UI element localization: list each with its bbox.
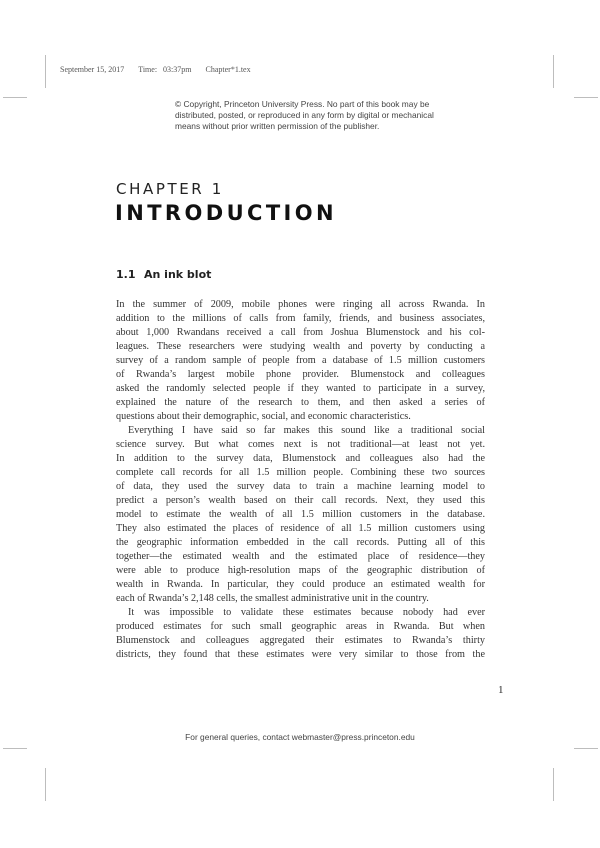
crop-mark: [45, 55, 46, 88]
text-line: survey of a random sample of people from a database of 1.5 million customers: [116, 355, 485, 366]
page-number: 1: [498, 684, 504, 696]
text-line: questions about their demographic, social, and economic characteristics.: [116, 411, 411, 422]
header-file: Chapter*1.tex: [205, 65, 251, 74]
footer-text: For general queries, contact webmaster@press.princeton.edu: [185, 732, 415, 742]
header-date: September 15, 2017: [60, 65, 125, 74]
text-line: leagues. These researchers were studying wealth and poverty by conducting a: [116, 341, 485, 352]
chapter-title: INTRODUCTION: [115, 201, 337, 225]
text-line: Everything I have said so far makes this sound like a traditional social: [128, 425, 485, 436]
text-line: In addition to the survey data, Blumenstock and colleagues also had the: [116, 453, 485, 464]
crop-mark: [553, 768, 554, 801]
section-heading: [116, 268, 211, 281]
section-number: 1.1: [116, 268, 136, 281]
text-line: together—the estimated wealth and the estimated place of residence—they: [116, 551, 485, 562]
crop-mark: [45, 768, 46, 801]
text-line: the geographic information embedded in the call records. Putting all of this: [116, 537, 485, 548]
body-text: [116, 298, 485, 662]
paragraph: [116, 424, 485, 606]
text-line: It was impossible to validate these estimates because nobody had ever: [128, 607, 485, 618]
text-line: complete call records for all 1.5 million people. Combining these two sources: [116, 467, 485, 478]
text-line: were able to produce high-resolution maps of the geographic distribution of: [116, 565, 485, 576]
text-line: each of Rwanda’s 2,148 cells, the smallest administrative unit in the country.: [116, 593, 429, 604]
text-line: addition to the millions of calls from family, friends, and business associates,: [116, 313, 485, 324]
text-line: districts, they found that these estimates were very similar to those from the: [116, 649, 485, 660]
header-time: 03:37pm: [163, 65, 192, 74]
section-title: An ink blot: [144, 268, 212, 281]
crop-mark: [3, 748, 27, 749]
text-line: explained the nature of the research to them, and then asked a series of: [116, 397, 485, 408]
copyright-line: distributed, posted, or reproduced in any form by digital or mechanical: [175, 110, 434, 120]
text-line: predict a person’s wealth based on their call records. Next, they used this: [116, 495, 485, 506]
text-line: of Rwanda’s largest mobile phone provider. Blumenstock and colleagues: [116, 369, 485, 380]
copyright-notice: [175, 99, 434, 132]
crop-mark: [553, 55, 554, 88]
copyright-line: © Copyright, Princeton University Press. No part of this book may be: [175, 99, 430, 109]
header-time-label: Time:: [138, 65, 158, 74]
text-line: science survey. But what comes next is not traditional—at least not yet.: [116, 439, 485, 450]
text-line: model to estimate the wealth of all 1.5 million customers in the database.: [116, 509, 485, 520]
text-line: produced estimates for such small geographic areas in Rwanda. But when: [116, 621, 485, 632]
crop-mark: [3, 97, 27, 98]
crop-mark: [574, 97, 598, 98]
text-line: In the summer of 2009, mobile phones were ringing all across Rwanda. In: [116, 299, 485, 310]
chapter-label: CHAPTER 1: [116, 180, 224, 198]
text-line: about 1,000 Rwandans received a call from Joshua Blumenstock and his col-: [116, 327, 485, 338]
text-line: of data, they used the survey data to train a machine learning model to: [116, 481, 485, 492]
text-line: asked the randomly selected people if they wanted to participate in a survey,: [116, 383, 485, 394]
text-line: wealth in Rwanda. In particular, they could produce an estimated wealth for: [116, 579, 485, 590]
text-line: Blumenstock and colleagues aggregated their estimates to Rwanda’s thirty: [116, 635, 485, 646]
crop-mark: [574, 748, 598, 749]
print-header: [60, 65, 265, 74]
copyright-line: means without prior written permission of the publisher.: [175, 121, 380, 131]
text-line: They also estimated the places of residence of all 1.5 million customers using: [116, 523, 485, 534]
paragraph: [116, 298, 485, 424]
paragraph: [116, 606, 485, 662]
